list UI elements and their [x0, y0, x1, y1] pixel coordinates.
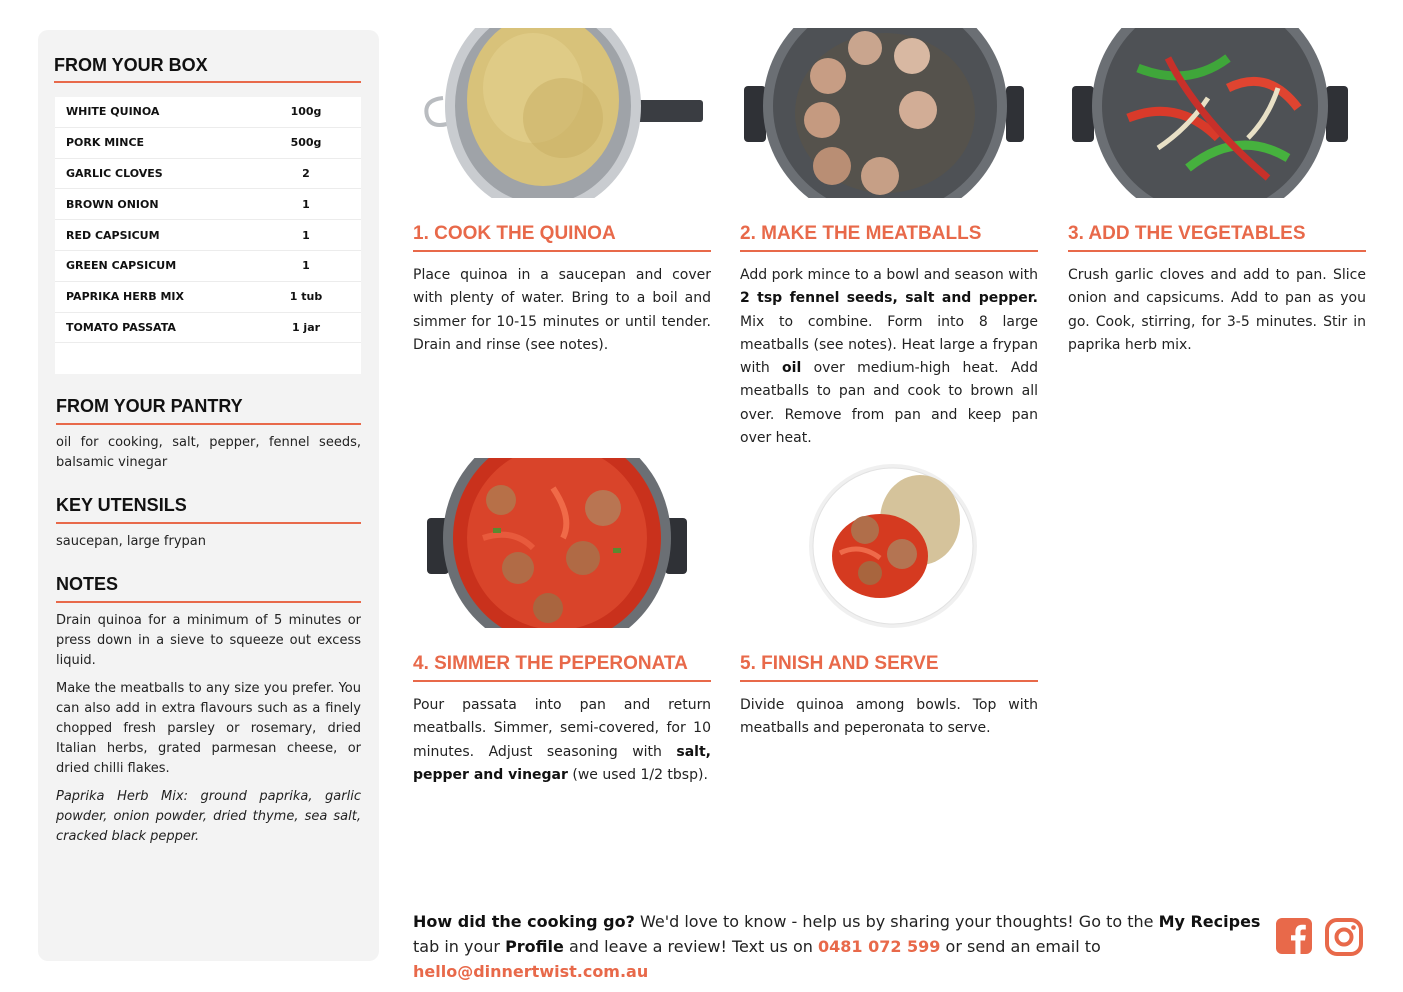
meatballs-frypan-photo [740, 28, 1038, 198]
table-row [55, 189, 361, 220]
ingredient-name: GREEN CAPSICUM [66, 259, 177, 273]
ingredient-qty: 1 [302, 197, 310, 211]
quinoa-saucepan-photo [413, 28, 711, 198]
table-row [55, 128, 361, 159]
step-4 [413, 458, 711, 787]
ingredient-name: TOMATO PASSATA [66, 320, 176, 334]
ingredient-name: GARLIC CLOVES [66, 166, 163, 180]
facebook-icon[interactable] [1276, 918, 1312, 954]
step-2 [740, 28, 1038, 450]
ingredient-name: WHITE QUINOA [66, 105, 160, 119]
note-paragraph: Paprika Herb Mix: ground paprika, garlic powder, onion powder, dried thyme, sea salt, cracked black pepper. [56, 789, 361, 844]
step-title: 5. FINISH AND SERVE [740, 653, 1038, 682]
my-recipes-tab-ref: My Recipes [1158, 912, 1261, 931]
step-title: 1. COOK THE QUINOA [413, 223, 711, 252]
ingredient-name: BROWN ONION [66, 197, 159, 211]
table-row [55, 282, 361, 313]
ingredient-qty: 100g [290, 105, 322, 119]
table-row [55, 220, 361, 251]
ingredient-qty: 1 tub [289, 290, 323, 304]
step-text: Pour passata into pan and return meatballs. Simmer, semi-covered, for 10 minutes. Adjust seasoning with salt, pepper and vinegar (we used 1/2 tbsp). [413, 697, 711, 783]
step-title: 4. SIMMER THE PEPERONATA [413, 653, 711, 682]
table-row [55, 251, 361, 282]
key-utensils-title: KEY UTENSILS [56, 495, 361, 524]
step-title: 2. MAKE THE MEATBALLS [740, 223, 1038, 252]
ingredient-name: RED CAPSICUM [66, 228, 160, 242]
ingredient-qty: 500g [290, 136, 322, 150]
step-5 [740, 458, 1038, 741]
table-row [55, 159, 361, 190]
box-ingredients-table [55, 97, 361, 374]
note-paragraph: Drain quinoa for a minimum of 5 minutes or press down in a sieve to squeeze out excess liquid. [56, 613, 361, 668]
step-text: Divide quinoa among bowls. Top with meatballs and peperonata to serve. [740, 697, 1038, 737]
peperonata-frypan-photo [413, 458, 711, 628]
ingredient-name: PORK MINCE [66, 136, 145, 150]
utensils-text: saucepan, large frypan [56, 534, 206, 549]
ingredient-qty: 1 [302, 228, 310, 242]
email-link[interactable]: hello@dinnertwist.com.au [413, 962, 649, 981]
ingredient-qty: 2 [302, 166, 310, 180]
profile-ref: Profile [505, 937, 564, 956]
phone-link[interactable]: 0481 072 599 [817, 937, 941, 956]
ingredient-name: PAPRIKA HERB MIX [66, 290, 184, 304]
step-1 [413, 28, 711, 357]
feedback-footer: How did the cooking go? We'd love to know - help us by sharing your thoughts! Go to the My Recipes tab in your Profile and leave a review! Text us on 0481 072 599 or send an email to hello@dinnertwist.com.au [413, 912, 1261, 981]
from-your-box-title: FROM YOUR BOX [54, 55, 361, 83]
notes-title: NOTES [56, 574, 361, 603]
ingredient-qty: 1 jar [291, 320, 321, 334]
step-3 [1068, 28, 1366, 357]
note-paragraph: Make the meatballs to any size you prefer. You can also add in extra flavours such as a finely chopped fresh parsley or rosemary, dried Italian herbs, grated parmesan cheese, or dried chilli flakes. [56, 681, 361, 776]
from-your-pantry-title: FROM YOUR PANTRY [56, 396, 361, 425]
instagram-icon[interactable] [1325, 918, 1363, 956]
ingredient-qty: 1 [302, 259, 310, 273]
table-row [55, 313, 361, 344]
step-title: 3. ADD THE VEGETABLES [1068, 223, 1366, 252]
step-text: Place quinoa in a saucepan and cover with plenty of water. Bring to a boil and simmer for 10-15 minutes or until tender. Drain and rinse (see notes). [413, 267, 711, 353]
vegetables-frypan-photo [1068, 28, 1366, 198]
step-text: Crush garlic cloves and add to pan. Slice onion and capsicums. Add to pan as you go. Cook, stirring, for 3-5 minutes. Stir in paprika herb mix. [1068, 267, 1366, 353]
pantry-text: oil for cooking, salt, pepper, fennel seeds, balsamic vinegar [56, 435, 361, 470]
table-row [55, 97, 361, 128]
ingredients-sidebar [38, 30, 379, 961]
step-text: Add pork mince to a bowl and season with 2 tsp fennel seeds, salt and pepper. Mix to combine. Form into 8 large meatballs (see notes). Heat large a frypan with oil over medium-high heat. Add meatballs to pan and cook to brown all over. Remove from pan and keep pan over heat. [740, 267, 1038, 447]
footer-heading: How did the cooking go? [413, 912, 635, 931]
served-bowl-photo [740, 458, 1038, 628]
